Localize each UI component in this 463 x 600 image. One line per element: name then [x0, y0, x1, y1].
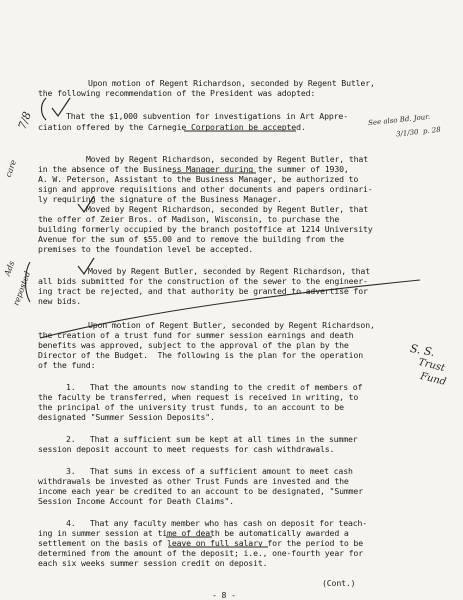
margin-note-trust-1: S. S.	[409, 341, 436, 360]
para2-line2: ciation offered by the Carnegie Corporation be accepted.	[38, 122, 306, 132]
para5-line4: new bids.	[38, 296, 82, 306]
margin-note-business: care	[3, 158, 19, 179]
margin-note-bids-1: Ads	[2, 259, 17, 278]
item2-line2: session deposit account to meet requests for cash withdrawals.	[38, 444, 335, 454]
item4-line3: settlement on the basis of leave on full salary for the period to be	[38, 538, 363, 548]
para3-line2: in the absence of the Business Manager during the summer of 1930,	[38, 164, 349, 174]
para6-line4: Director of the Budget. The following is the plan for the operation	[38, 350, 363, 360]
para4-line4: Avenue for the sum of $55.00 and to remove the building from the	[38, 234, 344, 244]
para4-line5: premises to the foundation level be accepted.	[38, 244, 254, 254]
bracket-bids	[26, 262, 31, 302]
margin-note-trust-3: Fund	[419, 370, 448, 389]
para5-line1: Moved by Regent Butler, seconded by Regent Richardson, that	[88, 266, 370, 276]
item4-line2: ing in summer session at time of death be automatically awarded a	[38, 528, 349, 538]
item3-line4: Session Income Account for Death Claims".	[38, 496, 234, 506]
para4-line1: Moved by Regent Richardson, seconded by Regent Butler, that	[86, 204, 368, 214]
item3-line1: 3. That sums in excess of a sufficient amount to meet cash	[66, 466, 353, 476]
margin-note-trust-2: Trust	[417, 356, 446, 375]
para1-line1: Upon motion of Regent Richardson, seconded by Regent Butler,	[88, 78, 375, 88]
para5-line3: ing tract be rejected, and that authority be granted to advertise for	[38, 286, 368, 296]
item2-line1: 2. That a sufficient sum be kept at all times in the summer	[66, 434, 358, 444]
item1-line4: designated "Summer Session Deposits".	[38, 412, 215, 422]
para6-line3: benefits was approved, subject to the approval of the plan by the	[38, 340, 349, 350]
item4-line5: each six weeks summer session credit on deposit.	[38, 558, 268, 568]
check-mark-carnegie	[52, 98, 70, 116]
margin-note-bids-2: reposted	[11, 270, 33, 307]
bracket-mark	[42, 98, 47, 120]
para1-line2: the following recommendation of the President was adopted:	[38, 88, 316, 98]
check-mark-bids	[78, 258, 94, 274]
check-mark-zeier	[78, 196, 94, 212]
margin-note-top-left: 7/8	[15, 109, 34, 132]
item4-line1: 4. That any faculty member who has cash on deposit for teach-	[66, 518, 368, 528]
para6-line2: the creation of a trust fund for summer session earnings and death	[38, 330, 354, 340]
item4-line4: determined from the amount of the deposit; i.e., one-fourth year for	[38, 548, 363, 558]
item3-line3: income each year be credited to an account to be designated, "Summer	[38, 486, 363, 496]
para3-line1: Moved by Regent Richardson, seconded by Regent Butler, that	[86, 154, 368, 164]
para6-line5: of the fund:	[38, 360, 96, 370]
item3-line2: withdrawals be invested as other Trust Funds are invested and the	[38, 476, 349, 486]
para5-line2: all bids submitted for the construction of the sewer to the engineer-	[38, 276, 368, 286]
page-number: - 8 -	[212, 590, 236, 600]
diagonal-strike	[40, 280, 420, 338]
continued-marker: (Cont.)	[322, 578, 356, 588]
para2-line1: That the $1,000 subvention for investigations in Art Appre-	[66, 111, 348, 121]
item1-line1: 1. That the amounts now standing to the credit of members of	[66, 382, 363, 392]
item1-line2: the faculty be transferred, when request is received in writing, to	[38, 392, 359, 402]
para3-line4: sign and approve requisitions and other documents and papers ordinari-	[38, 184, 373, 194]
para6-line1: Upon motion of Regent Butler, seconded by Regent Richardson,	[88, 320, 375, 330]
margin-note-carnegie-2: 3/1/30 p. 28	[395, 125, 442, 139]
para3-line5: ly requiring the signature of the Business Manager.	[38, 194, 282, 204]
para3-line3: A. W. Peterson, Assistant to the Business Manager, be authorized to	[38, 174, 359, 184]
item1-line3: the principal of the university trust funds, to an account to be	[38, 402, 344, 412]
para4-line3: building formerly occupied by the branch postoffice at 1214 University	[38, 224, 373, 234]
para4-line2: the offer of Zeier Bros. of Madison, Wisconsin, to purchase the	[38, 214, 340, 224]
margin-note-carnegie-1: See also Bd. Jour.	[367, 112, 431, 128]
